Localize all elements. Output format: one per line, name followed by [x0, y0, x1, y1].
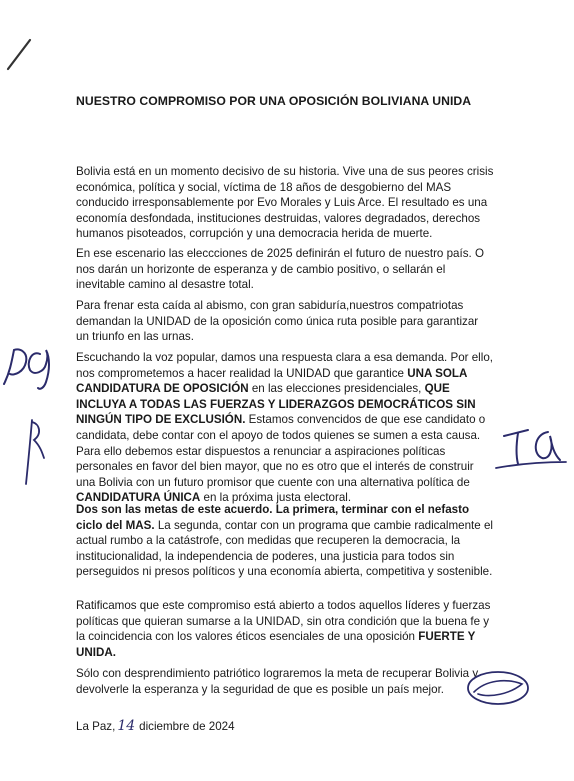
- paragraph-5-text: La segunda, contar con un programa que cambie radicalmente el actual rumbo a la catástrofe, con medidas que recuperen la democracia, la institucionalidad, la independencia de poderes, una justicia para todos sin perseguidos ni presos políticos y una economía abierta, competitiva y sostenible.: [76, 518, 493, 579]
- paragraph-6: [76, 598, 494, 660]
- handwritten-initials-right: [492, 424, 570, 474]
- paragraph-6-bold: FUERTE Y UNIDA.: [76, 630, 476, 659]
- paragraph-5: [76, 502, 494, 580]
- paragraph-4-text: Estamos convencidos de que ese candidato o candidata, debe contar con el apoyo de todos quienes se sumen a esta causa. Para ello debemos estar dispuestos a renunciar a aspiraciones políticas personales en favor del bien mayor, que no es otro que el interés de construir una Bolivia con un futuro promisor que cuente con una alternativa política de: [76, 413, 486, 489]
- paragraph-2: En ese escenario las eleccciones de 2025 definirán el futuro de nuestro país. O nos darán un horizonte de esperanza y de cambio positivo, o sellarán el inevitable camino al desastre total.: [76, 247, 484, 292]
- paragraph-1: Bolivia está en un momento decisivo de su historia. Vive una de sus peores crisis económica, política y social, víctima de 18 años de desgobierno del MAS conducido irresponsablemente por Evo Morales y Luis Arce. El resultado es una economía desfondada, instituciones destruidas, valores degradados, derechos humanos pisoteados, corrupción y una democracia herida de muerte.: [76, 165, 494, 241]
- pen-mark: [4, 38, 34, 72]
- paragraph-5-bold: Dos son las metas de este acuerdo. La primera, terminar con el nefasto ciclo del MAS.: [76, 503, 470, 532]
- date-line: [76, 718, 235, 734]
- paragraph-6-text: Ratificamos que este compromiso está abierto a todos aquellos líderes y fuerzas políticas que quieran sumarse a la UNIDAD, sin otra condición que la buena fe y la coincidencia con los valores éticos esenciales de una oposición: [76, 599, 491, 644]
- paragraph-4-text: en la próxima justa electoral.: [200, 491, 352, 505]
- handwritten-signature-loop: [460, 664, 534, 710]
- date-place: La Paz,: [76, 720, 116, 733]
- date-month-year: diciembre de 2024: [139, 720, 235, 733]
- paragraph-4-bold: QUE INCLUYA A TODAS LAS FUERZAS Y LIDERAZGOS DEMOCRÁTICOS SIN NINGÚN TIPO DE EXCLUSIÓN.: [76, 382, 476, 427]
- paragraph-4-bold: CANDIDATURA ÚNICA: [76, 491, 201, 505]
- paragraph-4-bold: UNA SOLA CANDIDATURA DE OPOSICIÓN: [76, 366, 467, 396]
- paragraph-4-text: Escuchando la voz popular, damos una respuesta clara a esa demanda. Por ello, nos comprometemos a hacer realidad la UNIDAD que garantice: [76, 351, 493, 380]
- paragraph-4: [76, 350, 494, 506]
- paragraph-4-text: en las elecciones presidenciales,: [248, 382, 425, 396]
- paragraph-3: Para frenar esta caída al abismo, con gran sabiduría,nuestros compatriotas demandan la UNIDAD de la oposición como única ruta posible para garantizar un triunfo en las urnas.: [76, 299, 479, 344]
- document-title: NUESTRO COMPROMISO POR UNA OPOSICIÓN BOLIVIANA UNIDA: [76, 94, 472, 108]
- paragraph-7: Sólo con desprendimiento patriótico lograremos la meta de recuperar Bolivia y devolverle la esperanza y la seguridad de que es posible un país mejor.: [76, 667, 479, 696]
- handwritten-day: 14: [117, 718, 136, 734]
- handwritten-initials-left: [0, 342, 64, 392]
- handwritten-signature-left: [18, 414, 52, 488]
